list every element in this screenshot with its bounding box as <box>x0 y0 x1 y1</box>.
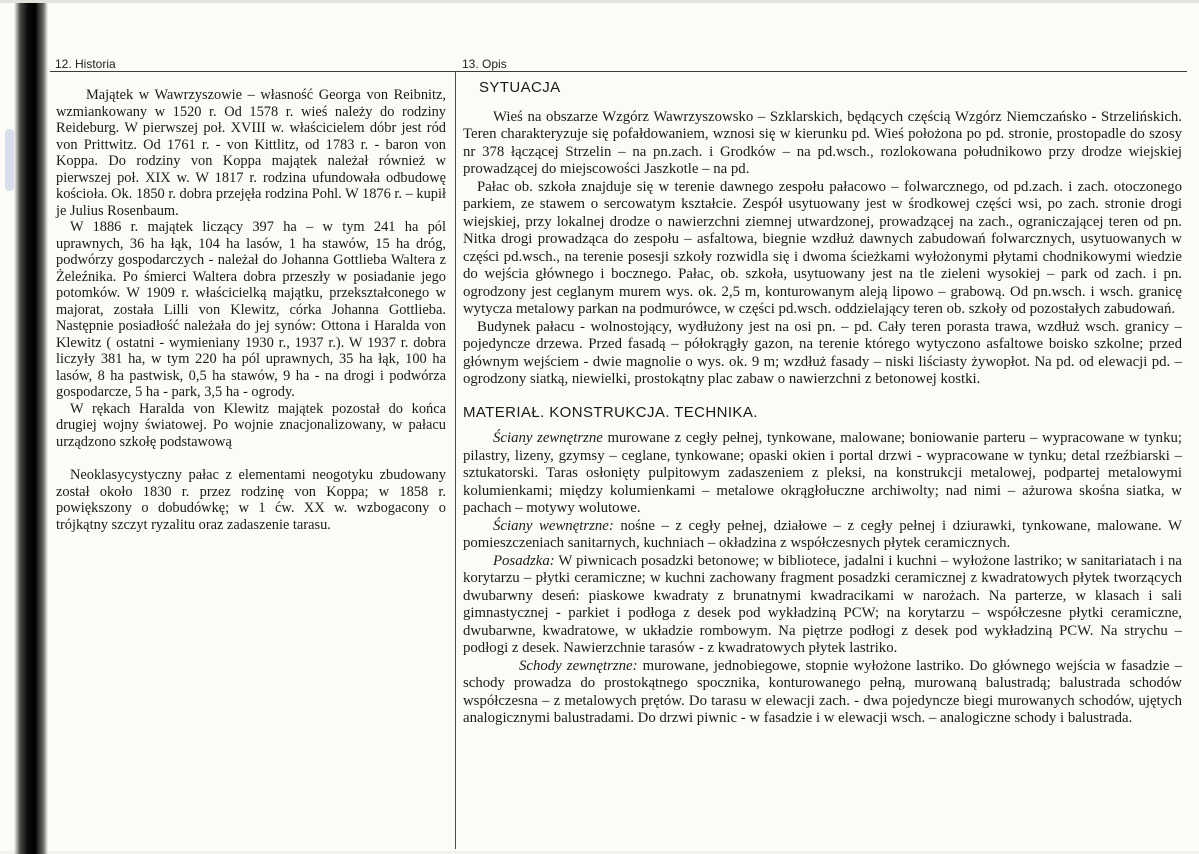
paragraph-text: murowane, jednobiegowe, stopnie wyłożone lastriko. Do głównego wejścia w fasadzie – schody prowadza do prostokątnego spocznika, konturowanego pełną, murowaną balustradą; balustrada schodów współczesna – z metalowych prętów. Do tarasu w elewacji zach. - dwa pojedyncze biegi murowanych schodów, ujętych analogicznymi balustradami. Do drzwi piwnic - w fasadzie i w elewacji wsch. – analogiczne schody i balustrada. <box>463 657 1182 726</box>
left-page-header: 12. Historia <box>55 57 116 71</box>
right-page-header: 13. Opis <box>462 57 507 71</box>
history-column <box>56 87 446 533</box>
paragraph <box>463 430 1182 518</box>
paragraph: Majątek w Wawrzyszowie – własność Georga von Reibnitz, wzmiankowany w 1520 r. Od 1578 r. wieś należy do rodziny Reideburg. W pierwszej poł. XVIII w. właścicielem dóbr jest ród von Prittwitz. Od 1761 r. - von Kittlitz, od 1783 r. - baron von Koppa. Do rodziny von Koppa majątek należał również w pierwszej poł. XIX w. W 1817 r. rodzina ufundowała odbudowę kościoła. Ok. 1850 r. dobra przejęła rodzina Pohl. W 1876 r. – kupił je Julius Rosenbaum. <box>56 87 446 219</box>
paragraph-text: murowane z cegły pełnej, tynkowane, malowane; boniowanie parteru – wypracowane w tynku; pilastry, lizeny, gzymsy – ceglane, tynkowane; opaski okien i portal drzwi - wypracowane w tynku; detal rzeźbiarski – sztukatorski. Taras osłonięty pulpitowym zadaszeniem z pleksi, na konstrukcji metalowej, podpartej metalowymi kolumienkami; między kolumienkami – metalowe okrągłołuczne archiwolty; nad nimi – ażurowa skośna siatka, w pachach – motywy wolutowe. <box>463 430 1182 516</box>
description-column <box>463 79 1182 728</box>
section-title-situation: SYTUACJA <box>479 79 561 96</box>
paragraph: W rękach Haralda von Klewitz majątek pozostał do końca drugiej wojny światowej. Po wojnie znacjonalizowany, w pałacu urządzono szkołę podstawową <box>56 400 446 450</box>
paragraph <box>463 553 1182 658</box>
paragraph: Pałac ob. szkoła znajduje się w terenie dawnego zespołu pałacowo – folwarcznego, od pd.zach. i zach. otoczonego parkiem, ze stawem o sercowatym kształcie. Zespół usytuowany jest w środkowej części wsi, po zach. stronie drogi wiejskiej, przy lokalnej drodze o nawierzchni ziemnej utwardzonej, prowadzącej na zach., ograniczającej teren od pn. Nitka drogi prowadząca do zespołu – asfaltowa, biegnie wzdłuż dawnych zabudowań folwarcznych, usytuowanych w części pd.wsch., na terenie posesji szkoły rozwidla się i dwoma ścieżkami wyłożonymi płytami chodnikowymi wiedzie do wejścia głównego i bocznego. Pałac, ob. szkoła, usytuowany jest na tle zieleni wysokiej – park od zach. i pn. ogrodzony jest ceglanym murem wys. ok. 2,5 m, konturowanym aleją lipowo – grabową. Od pn.wsch. i wsch. granicę wytycza metalowy parkan na podmurówce, w części pd.wsch. oddzielający teren ob. szkoły od pozostałych zabudowań. <box>463 178 1182 317</box>
scan-edge-shadow <box>14 3 48 854</box>
paragraph-lead: Schody zewnętrzne: <box>519 657 638 674</box>
paragraph: Wieś na obszarze Wzgórz Wawrzyszowsko – Szklarskich, będących częścią Wzgórz Niemczańsko - Strzelińskich. Teren charakteryzuje się pofałdowaniem, wznosi się w kierunku pd. Wieś położona po pd. stronie, prostopadle do szosy nr 378 łączącej Strzelin – na pn.zach. i Grodków – na pd.wsch., rozlokowana południkowo przy drodze wiejskiej prowadzącej do miejscowości Jaszkotle – na pd. <box>463 108 1182 177</box>
header-rule <box>50 71 1187 72</box>
paragraph: Neoklasycystyczny pałac z elementami neogotyku zbudowany został około 1830 r. przez rodzinę von Koppa; w 1858 r. powiększony o dobudówkę; w 1 ćw. XX w. wzbogacony o trójkątny szczyt ryzalitu oraz zadaszenie tarasu. <box>56 467 446 533</box>
scan-artifact <box>5 129 14 191</box>
paragraph <box>463 658 1182 728</box>
column-divider <box>455 71 456 849</box>
paragraph: Budynek pałacu - wolnostojący, wydłużony jest na osi pn. – pd. Cały teren porasta trawa, wzdłuż wsch. granicy – pojedyncze drzewa. Przed fasadą – półokrągły gazon, na terenie którego wytyczono asfaltowe boisko szkolne; przed głównym wejściem - dwie magnolie o wys. ok. 9 m; wzdłuż fasady – niski liściasty żywopłot. Na pd. od elewacji pd. – ogrodzony siatką, niewielki, prostokątny plac zabaw o nawierzchni z betonowej kostki. <box>463 318 1182 387</box>
paragraph: W 1886 r. majątek liczący 397 ha – w tym 241 ha pól uprawnych, 36 ha łąk, 104 ha lasów, 1 ha stawów, 15 ha dróg, podwórzy gospodarczych - należał do Johanna Gottlieba Waltera z Żeleźnika. Po śmierci Waltera dobra przeszły w posiadanie jego potomków. W 1909 r. właścicielką majątku, przekształconego w majorat, została Lilli von Klewitz, córka Johanna Gottlieba. Następnie posiadłość należała do jej synów: Ottona i Haralda von Klewitz ( ostatni - wymieniany 1930 r., 1937 r.). W 1937 r. dobra liczyły 381 ha, w tym 220 ha pól uprawnych, 35 ha łąk, 100 ha lasów, 8 ha pastwisk, 0,5 ha stawów, 9 ha - na drogi i podwórza gospodarcze, 5 ha - park, 3,5 ha - ogrody. <box>56 219 446 400</box>
paragraph-lead: Ściany zewnętrzne <box>493 430 603 446</box>
paragraph-text: W piwnicach posadzki betonowe; w bibliotece, jadalni i kuchni – wyłożone lastriko; w sanitariatach i na korytarzu – płytki ceramiczne; w kuchni zachowany fragment posadzki ceramicznej z kwadratowych płytek tworzących dwubarwny deseń: piaskowe kwadraty z brunatnymi kwadracikami w narożach. Na parterze, w klasach i sali gimnastycznej - parkiet i podłoga z desek pod wykładziną PCW; na korytarzu – współczesne płytki ceramiczne, dwubarwne, kwadratowe, w układzie rombowym. Na piętrze podłogi z desek pod wykładziną PCW. Na strychu – podłogi z desek. Nawierzchnie tarasów - z kwadratowych płytek lastriko. <box>463 552 1182 656</box>
paragraph-lead: Ściany wewnętrzne: <box>493 517 614 534</box>
section-title-material: MATERIAŁ. KONSTRUKCJA. TECHNIKA. <box>463 403 758 421</box>
paragraph-lead: Posadzka: <box>493 552 555 569</box>
paragraph <box>463 518 1182 553</box>
paragraph-text: nośne – z cegły pełnej, działowe – z cegły pełnej i dziurawki, tynkowane, malowane. W pomieszczeniach sanitarnych, kuchniach – okładzina z współczesnych płytek ceramicznych. <box>463 517 1183 551</box>
